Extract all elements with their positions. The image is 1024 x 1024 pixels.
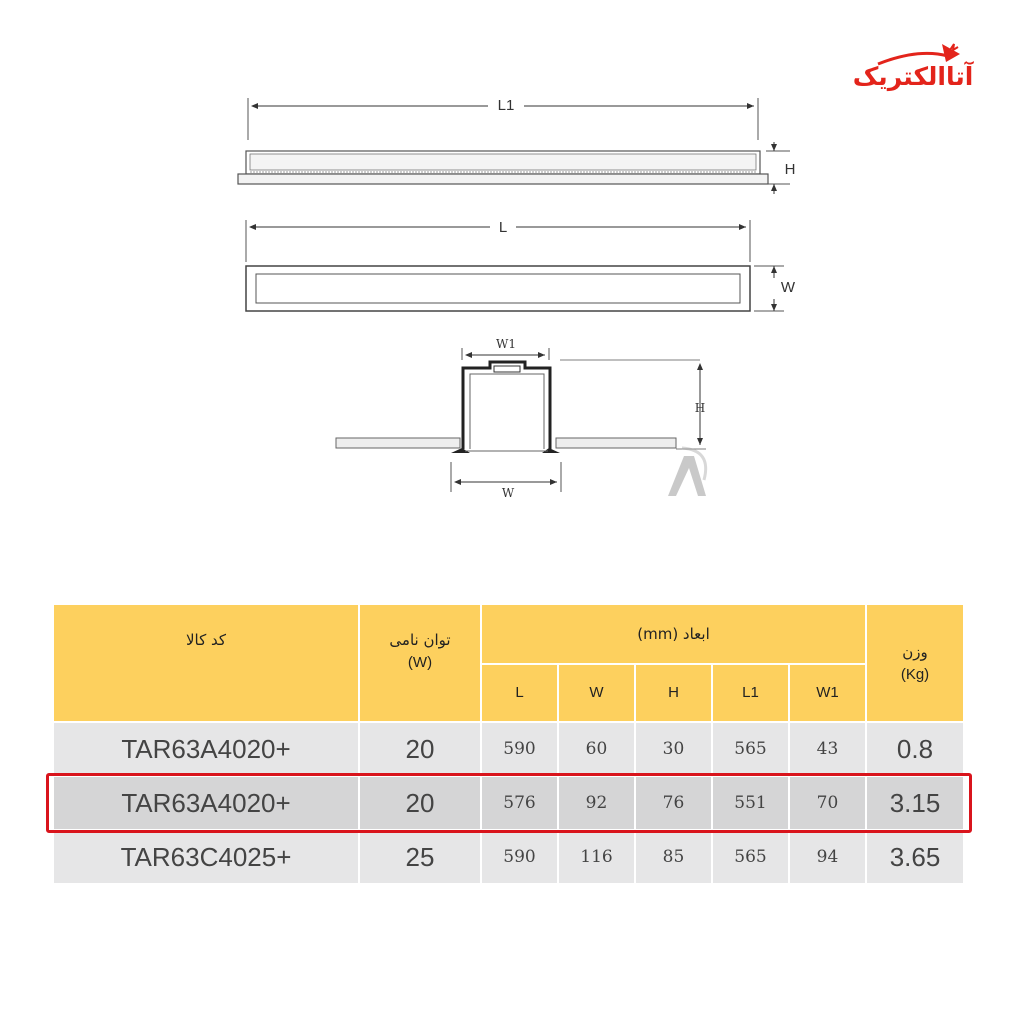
cell-code: TAR63A4020+ bbox=[53, 776, 359, 830]
cell-h: 30 bbox=[635, 722, 712, 776]
spec-table bbox=[52, 603, 965, 885]
cell-l: 576 bbox=[481, 776, 558, 830]
cell-weight: 3.15 bbox=[866, 776, 964, 830]
cell-l: 590 bbox=[481, 830, 558, 884]
cell-code: TAR63A4020+ bbox=[53, 722, 359, 776]
cell-w1: 43 bbox=[789, 722, 866, 776]
cell-w1: 94 bbox=[789, 830, 866, 884]
table-row bbox=[53, 830, 964, 884]
header-dim-w: W bbox=[558, 664, 635, 722]
cell-w: 116 bbox=[558, 830, 635, 884]
cell-w: 92 bbox=[558, 776, 635, 830]
header-weight: وزن (Kg) bbox=[866, 604, 964, 722]
cell-power: 20 bbox=[359, 776, 481, 830]
cell-power: 20 bbox=[359, 722, 481, 776]
plan-view bbox=[246, 214, 796, 311]
logo-text: آتاالکتریک bbox=[852, 62, 974, 91]
cell-l: 590 bbox=[481, 722, 558, 776]
dim-label-w-bottom: W bbox=[501, 486, 515, 500]
watermark-icon bbox=[668, 448, 706, 496]
cell-power: 25 bbox=[359, 830, 481, 884]
cell-weight: 0.8 bbox=[866, 722, 964, 776]
dim-label-l: L bbox=[498, 219, 508, 236]
cell-h: 85 bbox=[635, 830, 712, 884]
table-row bbox=[53, 722, 964, 776]
cell-l1: 551 bbox=[712, 776, 789, 830]
cell-w1: 70 bbox=[789, 776, 866, 830]
header-code: کد کالا bbox=[53, 604, 359, 722]
cell-w: 60 bbox=[558, 722, 635, 776]
cell-code: TAR63C4025+ bbox=[53, 830, 359, 884]
header-dim-w1: W1 bbox=[789, 664, 866, 722]
row-highlight-frame bbox=[46, 773, 972, 833]
cell-l1: 565 bbox=[712, 722, 789, 776]
header-dim-l1: L1 bbox=[712, 664, 789, 722]
cell-l1: 565 bbox=[712, 830, 789, 884]
header-dim-l: L bbox=[481, 664, 558, 722]
dim-label-h-top: H bbox=[784, 161, 796, 178]
header-power: توان نامی (W) bbox=[359, 604, 481, 722]
header-dim-h: H bbox=[635, 664, 712, 722]
dim-label-w1: W1 bbox=[496, 337, 516, 351]
dim-label-h-side: H bbox=[694, 401, 706, 415]
cell-h: 76 bbox=[635, 776, 712, 830]
header-dimensions: ابعاد (mm) bbox=[481, 604, 866, 664]
cross-section bbox=[336, 337, 706, 500]
dim-label-w-top: W bbox=[780, 279, 796, 296]
cell-weight: 3.65 bbox=[866, 830, 964, 884]
dim-label-l1: L1 bbox=[497, 97, 515, 114]
side-view bbox=[238, 92, 795, 194]
